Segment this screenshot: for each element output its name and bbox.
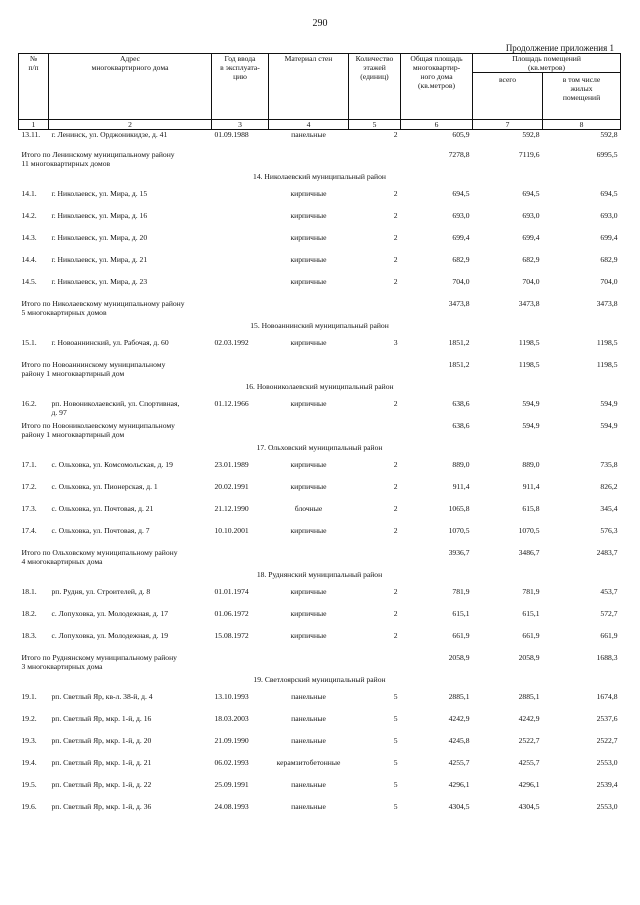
row-year [212, 255, 269, 277]
row-area-all: 704,0 [522, 276, 540, 286]
row-material: панельные [291, 735, 326, 745]
row-year [212, 233, 269, 255]
row-material: кирпичные [290, 232, 327, 242]
header-no: № п/п [19, 54, 49, 120]
total-row [19, 653, 621, 675]
row-number: 19.6. [21, 801, 37, 811]
row-address: г. Николаевск, ул. Мира, д. 23 [51, 276, 148, 286]
row-area-living: 2539,4 [596, 779, 618, 789]
row-total-area: 4255,7 [448, 757, 470, 767]
row-number: 18.1. [21, 586, 37, 596]
row-area-all: 694,5 [522, 188, 540, 198]
row-address: рп. Светлый Яр, мкр. 1-й, д. 21 [51, 757, 152, 767]
row-floors: 3 [393, 337, 398, 347]
row-address: г. Новоаннинский, ул. Рабочая, д. 60 [51, 337, 169, 347]
row-area-living: 699,4 [600, 232, 618, 242]
row-area-all: 682,9 [522, 254, 540, 264]
row-floors: 2 [393, 276, 398, 286]
header-material: Материал стен [269, 54, 349, 120]
table-row [19, 130, 621, 150]
row-total-area: 615,1 [452, 608, 470, 618]
row-year: 15.08.1972 [214, 630, 249, 640]
row-area-all: 889,0 [522, 459, 540, 469]
section-title: 15. Новоаннинский муниципальный район [250, 320, 389, 330]
row-area-living: 2553,0 [596, 757, 618, 767]
total-area-living: 1688,3 [596, 652, 618, 662]
total-row [19, 299, 621, 321]
row-floors: 2 [393, 630, 398, 640]
row-total-area: 704,0 [452, 276, 470, 286]
table-row [19, 609, 621, 631]
row-area-living: 2522,7 [596, 735, 618, 745]
row-area-living: 576,3 [600, 525, 618, 535]
row-year: 10.10.2001 [214, 525, 249, 535]
table-row [19, 587, 621, 609]
table-row [19, 482, 621, 504]
row-address: с. Ольховка, ул. Комсомольская, д. 19 [51, 459, 173, 469]
housing-table [18, 53, 621, 824]
row-area-living: 2537,6 [596, 713, 618, 723]
row-area-living: 1198,5 [596, 337, 618, 347]
section-title: 16. Новониколаевский муниципальный район [245, 381, 394, 391]
header-address: Адрес многоквартирного дома [49, 54, 212, 120]
table-row [19, 692, 621, 714]
row-floors: 5 [393, 779, 398, 789]
table-row [19, 736, 621, 758]
row-number: 19.3. [21, 735, 37, 745]
row-number: 14.3. [21, 232, 37, 242]
row-area-living: 661,9 [600, 630, 618, 640]
continuation-note: Продолжение приложения 1 [505, 43, 614, 53]
total-area: 1851,2 [448, 359, 470, 369]
section-title: 17. Ольховский муниципальный район [256, 442, 383, 452]
row-material: панельные [291, 713, 326, 723]
row-address: с. Ольховка, ул. Пионерская, д. 1 [51, 481, 158, 491]
section-row [19, 321, 621, 338]
row-number: 17.2. [21, 481, 37, 491]
row-number: 13.11. [21, 130, 41, 139]
row-year [212, 277, 269, 299]
row-number: 18.3. [21, 630, 37, 640]
row-material: кирпичные [290, 337, 327, 347]
row-floors: 2 [393, 210, 398, 220]
total-row [19, 360, 621, 382]
row-floors: 5 [393, 757, 398, 767]
section-row [19, 382, 621, 399]
row-area-living: 345,4 [600, 503, 618, 513]
row-area-living: 693,0 [600, 210, 618, 220]
row-year: 02.03.1992 [214, 337, 249, 347]
table-row [19, 277, 621, 299]
row-year: 01.09.1988 [214, 130, 249, 139]
row-area-all: 615,1 [522, 608, 540, 618]
row-year: 20.02.1991 [214, 481, 249, 491]
row-address: с. Лопуховка, ул. Молодежная, д. 17 [51, 608, 169, 618]
row-floors: 2 [393, 608, 398, 618]
row-total-area: 781,9 [452, 586, 470, 596]
row-material: панельные [291, 779, 326, 789]
table-row [19, 233, 621, 255]
table-row [19, 399, 621, 421]
total-area: 3936,7 [448, 547, 470, 557]
total-row [19, 548, 621, 570]
header-year: Год ввода в эксплуата- цию [212, 54, 269, 120]
row-total-area: 1065,8 [448, 503, 470, 513]
total-label: Итого по Ленинскому муниципальному району 11 многоквартирных домов [21, 149, 175, 168]
row-number: 19.4. [21, 757, 37, 767]
row-total-area: 2885,1 [448, 691, 470, 701]
total-label: Итого по Руднянскому муниципальному району 3 многоквартирных дома [21, 652, 177, 671]
row-area-all: 661,9 [522, 630, 540, 640]
total-label: Итого по Ольховскому муниципальному району 4 многоквартирных дома [21, 547, 178, 566]
row-area-all: 911,4 [522, 481, 540, 491]
total-area-living: 2483,7 [596, 547, 618, 557]
total-area-all: 1198,5 [518, 359, 540, 369]
header-area-living: в том числе жилых помещений [543, 73, 621, 120]
row-address: с. Ольховка, ул. Почтовая, д. 7 [51, 525, 150, 535]
row-area-living: 704,0 [600, 276, 618, 286]
row-total-area: 4304,5 [448, 801, 470, 811]
row-floors: 2 [393, 130, 398, 139]
row-total-area: 661,9 [452, 630, 470, 640]
total-label: Итого по Новониколаевскому муниципальному району 1 многоквартирный дом [21, 420, 175, 439]
row-number: 14.1. [21, 188, 37, 198]
section-title: 19. Светлоярский муниципальный район [253, 674, 386, 684]
row-number: 14.5. [21, 276, 37, 286]
row-year: 24.08.1993 [214, 801, 249, 811]
row-year: 23.01.1989 [214, 459, 249, 469]
row-address: рп. Новониколаевский, ул. Спортивная, д. 97 [51, 398, 180, 417]
row-area-all: 4304,5 [518, 801, 540, 811]
col-number: 6 [401, 120, 473, 130]
section-row [19, 675, 621, 692]
row-area-all: 1198,5 [518, 337, 540, 347]
row-address: г. Николаевск, ул. Мира, д. 15 [51, 188, 148, 198]
row-floors: 5 [393, 735, 398, 745]
row-floors: 2 [393, 481, 398, 491]
table-row [19, 504, 621, 526]
row-address: рп. Светлый Яр, мкр. 1-й, д. 20 [51, 735, 152, 745]
row-area-living: 594,9 [600, 398, 618, 408]
table-row [19, 460, 621, 482]
row-material: кирпичные [290, 276, 327, 286]
total-label: Итого по Николаевскому муниципальному району 5 многоквартирных домов [21, 298, 185, 317]
section-row [19, 443, 621, 460]
total-area-living: 1198,5 [596, 359, 618, 369]
table-row [19, 780, 621, 802]
total-area-all: 3473,8 [518, 298, 540, 308]
section-row [19, 570, 621, 587]
col-number: 2 [49, 120, 212, 130]
row-address: рп. Светлый Яр, кв-л. 38-й, д. 4 [51, 691, 153, 701]
row-year [212, 211, 269, 233]
row-material: панельные [291, 801, 326, 811]
table-row [19, 255, 621, 277]
row-number: 18.2. [21, 608, 37, 618]
total-area-all: 594,9 [522, 420, 540, 430]
row-year: 06.02.1993 [214, 757, 249, 767]
row-material: кирпичные [290, 481, 327, 491]
row-area-living: 572,7 [600, 608, 618, 618]
row-address: рп. Светлый Яр, мкр. 1-й, д. 36 [51, 801, 152, 811]
col-number: 7 [473, 120, 543, 130]
row-material: панельные [291, 130, 326, 139]
row-floors: 2 [393, 503, 398, 513]
page-number: 290 [312, 18, 328, 29]
col-number: 8 [543, 120, 621, 130]
row-floors: 2 [393, 586, 398, 596]
row-area-all: 615,8 [522, 503, 540, 513]
row-total-area: 4245,8 [448, 735, 470, 745]
total-area-living: 3473,8 [596, 298, 618, 308]
row-material: кирпичные [290, 630, 327, 640]
row-number: 17.1. [21, 459, 37, 469]
row-number: 17.4. [21, 525, 37, 535]
row-area-living: 682,9 [600, 254, 618, 264]
row-area-all: 594,9 [522, 398, 540, 408]
row-year: 25.09.1991 [214, 779, 249, 789]
col-number: 5 [349, 120, 401, 130]
row-material: кирпичные [290, 398, 327, 408]
row-area-living: 694,5 [600, 188, 618, 198]
row-year: 21.09.1990 [214, 735, 249, 745]
row-total-area: 638,6 [452, 398, 470, 408]
row-year [212, 189, 269, 211]
row-floors: 2 [393, 188, 398, 198]
row-area-all: 4255,7 [518, 757, 540, 767]
row-floors: 5 [393, 713, 398, 723]
row-area-all: 592,8 [522, 130, 540, 139]
row-total-area: 1851,2 [448, 337, 470, 347]
col-number: 1 [19, 120, 49, 130]
row-address: с. Лопуховка, ул. Молодежная, д. 19 [51, 630, 169, 640]
row-area-all: 2885,1 [518, 691, 540, 701]
row-floors: 2 [393, 232, 398, 242]
row-year: 01.01.1974 [214, 586, 249, 596]
table-row [19, 631, 621, 653]
row-address: рп. Светлый Яр, мкр. 1-й, д. 16 [51, 713, 152, 723]
row-total-area: 1070,5 [448, 525, 470, 535]
row-floors: 5 [393, 691, 398, 701]
row-area-all: 699,4 [522, 232, 540, 242]
row-material: кирпичные [290, 210, 327, 220]
row-floors: 2 [393, 254, 398, 264]
total-area-all: 7119,6 [518, 149, 540, 159]
col-number: 3 [212, 120, 269, 130]
row-material: кирпичные [290, 459, 327, 469]
total-area: 3473,8 [448, 298, 470, 308]
row-material: керамзитобетонные [276, 757, 341, 767]
row-material: кирпичные [290, 525, 327, 535]
row-material: кирпичные [290, 188, 327, 198]
header-area-group: Площадь помещений (кв.метров) [473, 54, 621, 73]
section-title: 14. Николаевский муниципальный район [253, 171, 386, 181]
total-area-living: 6995,5 [596, 149, 618, 159]
header-total-area: Общая площадь многоквартир- ного дома (кв.метров) [401, 54, 473, 120]
row-number: 14.2. [21, 210, 37, 220]
section-title: 18. Руднянский муниципальный район [256, 569, 383, 579]
row-area-all: 4242,9 [518, 713, 540, 723]
table-row [19, 758, 621, 780]
table-row [19, 802, 621, 824]
row-material: кирпичные [290, 254, 327, 264]
row-year: 01.06.1972 [214, 608, 249, 618]
row-total-area: 889,0 [452, 459, 470, 469]
row-material: блочные [294, 503, 323, 513]
row-total-area: 911,4 [452, 481, 470, 491]
row-address: г. Ленинск, ул. Орджоникидзе, д. 41 [51, 130, 168, 139]
row-total-area: 605,9 [452, 130, 470, 139]
table-row [19, 189, 621, 211]
row-year: 18.03.2003 [214, 713, 249, 723]
row-year: 01.12.1966 [214, 398, 249, 408]
row-total-area: 694,5 [452, 188, 470, 198]
table-body [19, 130, 621, 824]
row-year: 13.10.1993 [214, 691, 249, 701]
total-area-all: 2058,9 [518, 652, 540, 662]
total-row [19, 150, 621, 172]
row-total-area: 693,0 [452, 210, 470, 220]
row-number: 15.1. [21, 337, 37, 347]
row-area-living: 592,8 [600, 130, 618, 139]
row-year: 21.12.1990 [214, 503, 249, 513]
row-area-living: 1674,8 [596, 691, 618, 701]
row-address: г. Николаевск, ул. Мира, д. 20 [51, 232, 148, 242]
row-total-area: 682,9 [452, 254, 470, 264]
row-total-area: 4296,1 [448, 779, 470, 789]
row-address: г. Николаевск, ул. Мира, д. 16 [51, 210, 148, 220]
row-number: 17.3. [21, 503, 37, 513]
row-number: 16.2. [21, 398, 37, 408]
row-address: рп. Светлый Яр, мкр. 1-й, д. 22 [51, 779, 152, 789]
row-material: кирпичные [290, 608, 327, 618]
row-area-living: 2553,0 [596, 801, 618, 811]
row-area-living: 826,2 [600, 481, 618, 491]
row-area-living: 735,8 [600, 459, 618, 469]
row-number: 19.1. [21, 691, 37, 701]
total-area: 7278,8 [448, 149, 470, 159]
total-area: 638,6 [452, 420, 470, 430]
total-label: Итого по Новоаннинскому муниципальному району 1 многоквартирный дом [21, 359, 166, 378]
row-number: 19.2. [21, 713, 37, 723]
row-floors: 2 [393, 459, 398, 469]
row-number: 14.4. [21, 254, 37, 264]
header-area-all: всего [473, 73, 543, 120]
table-row [19, 211, 621, 233]
row-number: 19.5. [21, 779, 37, 789]
header-floors: Количество этажей (единиц) [349, 54, 401, 120]
row-floors: 2 [393, 398, 398, 408]
row-area-living: 453,7 [600, 586, 618, 596]
row-area-all: 1070,5 [518, 525, 540, 535]
row-floors: 5 [393, 801, 398, 811]
row-total-area: 4242,9 [448, 713, 470, 723]
row-total-area: 699,4 [452, 232, 470, 242]
row-address: с. Ольховка, ул. Почтовая, д. 21 [51, 503, 154, 513]
col-number: 4 [269, 120, 349, 130]
total-area-living: 594,9 [600, 420, 618, 430]
row-address: рп. Рудня, ул. Строителей, д. 8 [51, 586, 151, 596]
table-row [19, 714, 621, 736]
row-area-all: 781,9 [522, 586, 540, 596]
row-address: г. Николаевск, ул. Мира, д. 21 [51, 254, 148, 264]
row-material: кирпичные [290, 586, 327, 596]
section-row [19, 172, 621, 189]
total-area: 2058,9 [448, 652, 470, 662]
total-row [19, 421, 621, 443]
table-row [19, 526, 621, 548]
row-area-all: 2522,7 [518, 735, 540, 745]
row-area-all: 4296,1 [518, 779, 540, 789]
row-area-all: 693,0 [522, 210, 540, 220]
table-row [19, 338, 621, 360]
total-area-all: 3486,7 [518, 547, 540, 557]
row-material: панельные [291, 691, 326, 701]
row-floors: 2 [393, 525, 398, 535]
